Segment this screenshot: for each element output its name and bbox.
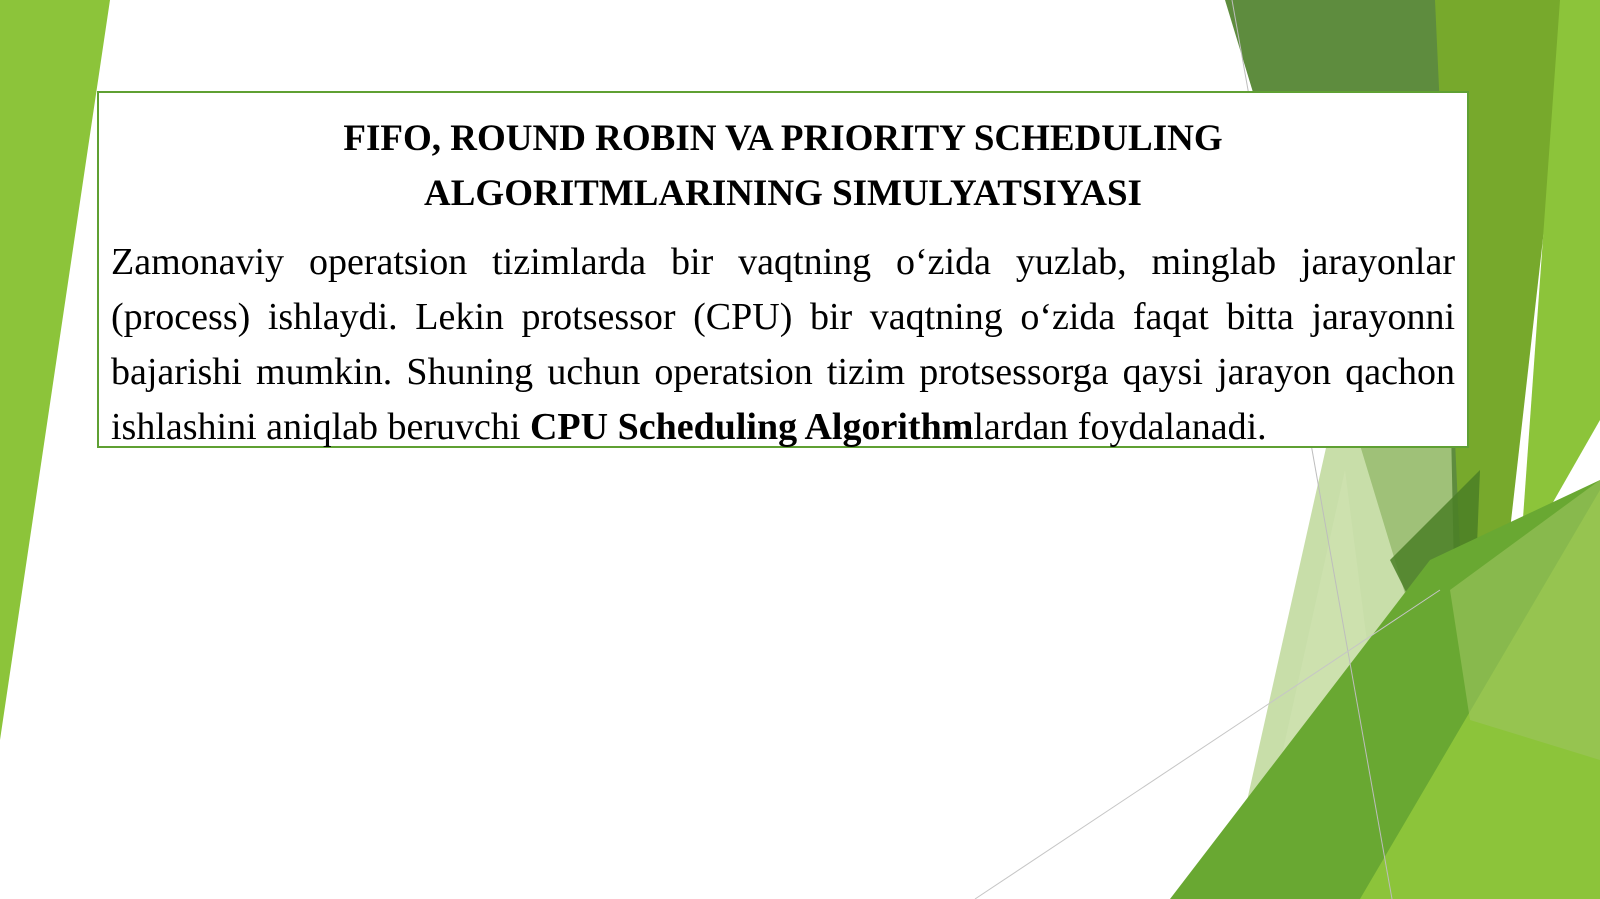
intro-paragraph bbox=[111, 235, 1455, 455]
highlighted-term: CPU Scheduling Algorithm bbox=[529, 406, 974, 448]
left-green-wedge bbox=[0, 0, 110, 740]
slide-title-line-2: ALGORITMLARINING SIMULYATSIYASI bbox=[424, 173, 1142, 214]
content-text-box bbox=[97, 91, 1469, 448]
intro-text-end: lardan foydalanadi. bbox=[973, 406, 1267, 448]
intro-text: Zamonaviy operatsion tizimlarda bir vaqtning o‘zida yuzlab, minglab jarayonlar (process) ishlaydi. Lekin protsessor (CPU) bir vaqtning o‘zida faqat bitta jarayonni bajarishi mumkin. Shuning uchun operatsion tizim protsessorga qaysi jarayon qachon ishlashini aniqlab beruvchi bbox=[111, 241, 1455, 448]
slide-title-line-1: FIFO, ROUND ROBIN VA PRIORITY SCHEDULING bbox=[343, 118, 1223, 159]
slide-title bbox=[111, 111, 1455, 221]
